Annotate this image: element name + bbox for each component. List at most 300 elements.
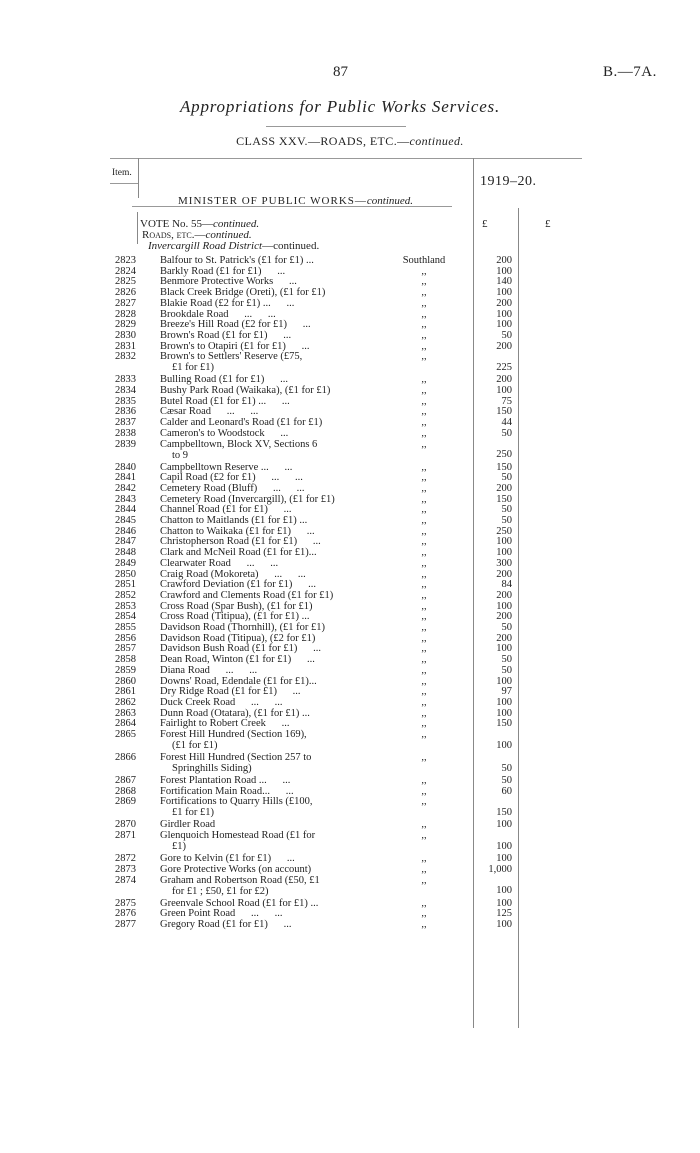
currency-label-2: £ [545, 218, 551, 230]
class-title: CLASS XXV.—ROADS, ETC.— [236, 134, 410, 148]
item-number: 2839 [115, 438, 136, 450]
place-cell: ,, [421, 718, 427, 730]
item-amount: 44 [501, 417, 512, 429]
table-row [0, 686, 700, 697]
place-cell: ,, [421, 329, 427, 341]
item-number: 2873 [115, 863, 136, 875]
item-amount: 150 [496, 718, 512, 730]
item-amount: 200 [496, 374, 512, 386]
item-description: Dunn Road (Otatara), (£1 for £1) ... [160, 707, 310, 719]
place-cell: ,, [421, 525, 427, 537]
item-amount: 100 [496, 319, 512, 331]
district-title: Invercargill Road District [148, 240, 263, 252]
item-amount: 150 [496, 461, 512, 473]
item-description: Crawford Deviation (£1 for £1) ... [160, 579, 317, 591]
place-cell: ,, [421, 752, 427, 763]
item-number: 2876 [115, 908, 136, 920]
item-amount: 100 [496, 385, 512, 396]
minister-heading [178, 195, 413, 207]
item-description: Cross Road (Spar Bush), (£1 for £1) [160, 600, 313, 612]
place-cell: ,, [421, 632, 427, 644]
item-description: Barkly Road (£1 for £1) ... [160, 265, 286, 277]
item-amount: 250 [496, 525, 512, 537]
item-number: 2829 [115, 319, 136, 331]
item-number: 2824 [115, 265, 136, 277]
place-cell: ,, [421, 707, 427, 719]
table-row [0, 504, 700, 515]
place-cell: ,, [421, 504, 427, 516]
table-row [0, 547, 700, 558]
item-amount: 150 [496, 493, 512, 505]
item-number: 2875 [115, 897, 136, 909]
table-row [0, 601, 700, 612]
table-row [0, 255, 700, 266]
item-description: Green Point Road ... ... [160, 908, 283, 920]
item-description: Fairlight to Robert Creek ... [160, 718, 290, 730]
item-number: 2863 [115, 707, 136, 719]
item-number: 2854 [115, 611, 136, 623]
item-description: Brown's to Settlers' Reserve (£75, [160, 351, 303, 363]
table-row [0, 483, 700, 494]
item-number: 2832 [115, 351, 136, 363]
item-description-continuation: for £1 ; £50, £1 for £2) [172, 885, 269, 897]
place-cell: ,, [421, 265, 427, 277]
item-number: 2838 [115, 427, 136, 439]
item-number: 2826 [115, 287, 136, 299]
item-description: Cæsar Road ... ... [160, 406, 259, 418]
table-row [0, 898, 700, 909]
item-number: 2871 [115, 830, 136, 842]
place-cell: ,, [421, 308, 427, 320]
table-row [0, 676, 700, 687]
item-amount: 100 [496, 547, 512, 559]
item-description: Bulling Road (£1 for £1) ... [160, 374, 289, 386]
class-heading [0, 134, 700, 149]
item-amount: 250 [496, 449, 512, 460]
item-description: Channel Road (£1 for £1) ... [160, 504, 292, 516]
table-row [0, 752, 700, 774]
item-description: Capil Road (£2 for £1) ... ... [160, 472, 303, 484]
place-cell: Southland [402, 255, 446, 266]
item-header-rule [110, 183, 138, 184]
place-cell: ,, [421, 461, 427, 473]
item-description: Forest Hill Hundred (Section 257 to [160, 752, 312, 763]
item-number: 2849 [115, 557, 136, 569]
place-cell: ,, [421, 536, 427, 548]
item-amount: 100 [496, 897, 512, 909]
item-amount: 140 [496, 276, 512, 288]
item-description: Fortification Main Road... ... [160, 785, 294, 797]
item-number: 2844 [115, 504, 136, 516]
item-amount: 100 [496, 536, 512, 548]
place-cell: ,, [421, 493, 427, 505]
table-row [0, 729, 700, 751]
place-cell: ,, [421, 351, 427, 363]
item-amount: 300 [496, 557, 512, 569]
item-amount: 50 [501, 472, 512, 484]
table-row [0, 590, 700, 601]
table-row [0, 396, 700, 407]
item-number: 2861 [115, 686, 136, 698]
table-row [0, 351, 700, 374]
item-description: Black Creek Bridge (Oreti), (£1 for £1) [160, 287, 326, 299]
place-cell: ,, [421, 686, 427, 698]
table-row [0, 697, 700, 708]
table-row [0, 654, 700, 665]
minister-suffix: continued. [366, 195, 414, 207]
item-amount: 200 [496, 297, 512, 309]
item-number: 2850 [115, 568, 136, 580]
place-cell: ,, [421, 417, 427, 429]
item-number: 2831 [115, 340, 136, 352]
table-row [0, 385, 700, 396]
table-row [0, 276, 700, 287]
item-amount: 200 [496, 340, 512, 352]
item-description: Cross Road (Titipua), (£1 for £1) ... [160, 611, 310, 623]
class-suffix: continued. [409, 134, 464, 148]
item-amount: 200 [496, 632, 512, 644]
item-number: 2827 [115, 297, 136, 309]
item-number: 2836 [115, 406, 136, 418]
table-row [0, 775, 700, 786]
item-amount: 200 [496, 255, 512, 266]
place-cell: ,, [421, 908, 427, 920]
item-description: Brookdale Road ... ... [160, 308, 276, 320]
page-number: 87 [333, 64, 348, 80]
place-cell: ,, [421, 622, 427, 633]
table-row [0, 853, 700, 864]
item-number: 2872 [115, 853, 136, 865]
item-number: 2842 [115, 482, 136, 494]
place-cell: ,, [421, 374, 427, 386]
item-amount: 50 [501, 775, 512, 786]
table-row [0, 341, 700, 352]
place-cell: ,, [421, 385, 427, 396]
table-row [0, 665, 700, 676]
item-column-divider [138, 158, 139, 198]
table-row [0, 622, 700, 633]
place-cell: ,, [421, 427, 427, 439]
year-column-header: 1919–20. [480, 174, 537, 189]
place-cell: ,, [421, 589, 427, 601]
table-row [0, 708, 700, 719]
table-row [0, 830, 700, 853]
place-cell: ,, [421, 611, 427, 623]
place-cell: ,, [421, 568, 427, 580]
item-amount: 50 [501, 504, 512, 516]
item-description: Benmore Protective Works ... [160, 276, 297, 288]
item-description: Forest Plantation Road ... ... [160, 775, 291, 786]
item-description-continuation: (£1 for £1) [172, 740, 218, 751]
item-description: Chatton to Waikaka (£1 for £1) ... [160, 525, 315, 537]
place-cell: ,, [421, 863, 427, 875]
item-amount: 100 [496, 885, 512, 896]
district-heading [148, 240, 319, 252]
table-row [0, 298, 700, 309]
item-description: Cemetery Road (Invercargill), (£1 for £1) [160, 493, 335, 505]
place-cell: ,, [421, 276, 427, 288]
table-row [0, 319, 700, 330]
item-amount: 100 [496, 675, 512, 687]
item-number: 2877 [115, 918, 136, 930]
item-description: Greenvale School Road (£1 for £1) ... [160, 897, 319, 909]
item-amount: 50 [501, 762, 512, 774]
item-number: 2857 [115, 643, 136, 655]
table-row [0, 417, 700, 428]
item-number: 2837 [115, 417, 136, 429]
item-description: Dry Ridge Road (£1 for £1) ... [160, 686, 301, 698]
place-cell: ,, [421, 579, 427, 591]
item-number: 2847 [115, 536, 136, 548]
place-cell: ,, [421, 319, 427, 331]
item-description: Dean Road, Winton (£1 for £1) ... [160, 654, 315, 666]
item-number: 2823 [115, 255, 136, 266]
item-number: 2853 [115, 600, 136, 612]
item-description: Girdler Road [160, 819, 216, 831]
item-description: Chatton to Maitlands (£1 for £1) ... [160, 515, 308, 526]
vote-bracket-rule [137, 212, 138, 244]
item-amount: 100 [496, 840, 512, 852]
place-cell: ,, [421, 287, 427, 299]
place-cell: ,, [421, 664, 427, 676]
item-description: Clearwater Road ... ... [160, 557, 279, 569]
item-amount: 100 [496, 853, 512, 865]
table-row [0, 462, 700, 473]
item-number: 2852 [115, 589, 136, 601]
table-row [0, 406, 700, 417]
item-amount: 200 [496, 611, 512, 623]
item-number: 2841 [115, 472, 136, 484]
item-amount: 125 [496, 908, 512, 920]
item-number: 2851 [115, 579, 136, 591]
item-description: Fortifications to Quarry Hills (£100, [160, 796, 313, 808]
item-description: Calder and Leonard's Road (£1 for £1) [160, 417, 323, 429]
item-description: Clark and McNeil Road (£1 for £1)... [160, 547, 317, 559]
item-amount: 100 [496, 819, 512, 831]
item-amount: 200 [496, 589, 512, 601]
table-top-rule [110, 158, 582, 159]
item-description: Blakie Road (£2 for £1) ... ... [160, 297, 295, 309]
table-row [0, 266, 700, 277]
place-cell: ,, [421, 547, 427, 559]
item-description: Breeze's Hill Road (£2 for £1) ... [160, 319, 311, 331]
table-row [0, 633, 700, 644]
item-number: 2828 [115, 308, 136, 320]
item-number: 2846 [115, 525, 136, 537]
item-amount: 225 [496, 361, 512, 373]
item-number: 2833 [115, 374, 136, 386]
item-amount: 50 [501, 427, 512, 439]
table-row [0, 919, 700, 930]
item-amount: 100 [496, 739, 512, 751]
place-cell: ,, [421, 918, 427, 930]
minister-title: MINISTER OF PUBLIC WORKS— [178, 195, 367, 207]
item-description: Glenquoich Homestead Road (£1 for [160, 830, 316, 842]
item-amount: 97 [501, 686, 512, 698]
item-number: 2834 [115, 385, 136, 396]
place-cell: ,, [421, 406, 427, 418]
roads-suffix: continued. [205, 229, 252, 241]
table-row [0, 864, 700, 875]
place-cell: ,, [421, 515, 427, 526]
item-description: Diana Road ... ... [160, 664, 258, 676]
item-column-header: Item. [112, 168, 132, 178]
table-row [0, 428, 700, 439]
page-title: Appropriations for Public Works Services. [179, 97, 501, 116]
item-amount: 200 [496, 568, 512, 580]
vote-title: VOTE No. 55— [140, 218, 214, 230]
table-row [0, 287, 700, 298]
item-amount: 100 [496, 643, 512, 655]
item-amount: 50 [501, 329, 512, 341]
table-row [0, 579, 700, 590]
item-number: 2874 [115, 874, 136, 886]
item-amount: 100 [496, 265, 512, 277]
item-description: Gregory Road (£1 for £1) ... [160, 918, 292, 930]
item-description: Cameron's to Woodstock ... [160, 427, 289, 439]
table-row [0, 438, 700, 461]
item-amount: 84 [501, 579, 512, 591]
place-cell: ,, [421, 472, 427, 484]
place-cell: ,, [421, 643, 427, 655]
item-number: 2848 [115, 547, 136, 559]
item-amount: 1,000 [488, 863, 512, 875]
table-row [0, 874, 700, 897]
item-number: 2865 [115, 729, 136, 740]
item-amount: 150 [496, 806, 512, 818]
table-row [0, 908, 700, 919]
place-cell: ,, [421, 796, 427, 808]
item-amount: 100 [496, 707, 512, 719]
vote-suffix: continued. [213, 218, 260, 230]
item-number: 2870 [115, 819, 136, 831]
item-number: 2830 [115, 329, 136, 341]
place-cell: ,, [421, 874, 427, 886]
item-amount: 50 [501, 515, 512, 526]
item-description: Davidson Road (Titipua), (£2 for £1) [160, 632, 316, 644]
table-row [0, 718, 700, 729]
item-description: Balfour to St. Patrick's (£1 for £1) ... [160, 255, 314, 266]
item-number: 2862 [115, 696, 136, 708]
item-amount: 100 [496, 696, 512, 708]
item-number: 2866 [115, 752, 136, 763]
table-row [0, 515, 700, 526]
item-amount: 200 [496, 482, 512, 494]
place-cell: ,, [421, 297, 427, 309]
table-row [0, 569, 700, 580]
item-number: 2860 [115, 675, 136, 687]
place-cell: ,, [421, 785, 427, 797]
item-number: 2843 [115, 493, 136, 505]
item-description: Brown's to Otapiri (£1 for £1) ... [160, 340, 310, 352]
place-cell: ,, [421, 600, 427, 612]
item-number: 2859 [115, 664, 136, 676]
place-cell: ,, [421, 897, 427, 909]
table-row [0, 309, 700, 320]
place-cell: ,, [421, 438, 427, 450]
item-description: Crawford and Clements Road (£1 for £1) [160, 589, 334, 601]
item-description-continuation: Springhills Siding) [172, 763, 252, 774]
item-amount: 50 [501, 654, 512, 666]
item-amount: 100 [496, 287, 512, 299]
item-description: Davidson Road (Thornhill), (£1 for £1) [160, 622, 326, 633]
place-cell: ,, [421, 675, 427, 687]
document-reference: B.—7A. [603, 64, 657, 80]
item-description-continuation: £1 for £1) [172, 807, 214, 819]
item-number: 2835 [115, 395, 136, 407]
item-amount: 100 [496, 600, 512, 612]
item-description: Duck Creek Road ... ... [160, 696, 283, 708]
place-cell: ,, [421, 729, 427, 740]
item-description: Forest Hill Hundred (Section 169), [160, 729, 307, 740]
item-description: Gore to Kelvin (£1 for £1) ... [160, 853, 295, 865]
district-suffix: —continued. [262, 240, 320, 252]
item-number: 2858 [115, 654, 136, 666]
place-cell: ,, [421, 775, 427, 786]
place-cell: ,, [421, 395, 427, 407]
title-rule [266, 126, 406, 127]
place-cell: ,, [421, 819, 427, 831]
item-amount: 60 [501, 785, 512, 797]
table-row [0, 472, 700, 483]
item-number: 2825 [115, 276, 136, 288]
table-row [0, 330, 700, 341]
item-description-continuation: £1 for £1) [172, 362, 214, 374]
place-cell: ,, [421, 654, 427, 666]
table-row [0, 796, 700, 819]
item-amount: 50 [501, 622, 512, 633]
item-number: 2845 [115, 515, 136, 526]
item-amount: 100 [496, 308, 512, 320]
item-number: 2867 [115, 775, 136, 786]
place-cell: ,, [421, 853, 427, 865]
table-row [0, 819, 700, 830]
item-description: Davidson Bush Road (£1 for £1) ... [160, 643, 321, 655]
item-number: 2869 [115, 796, 136, 808]
item-amount: 50 [501, 664, 512, 676]
place-cell: ,, [421, 830, 427, 842]
item-description: Campbelltown, Block XV, Sections 6 [160, 438, 318, 450]
item-number: 2868 [115, 785, 136, 797]
table-row [0, 611, 700, 622]
currency-label-1: £ [482, 218, 488, 230]
item-description: Graham and Robertson Road (£50, £1 [160, 874, 320, 886]
table-row [0, 526, 700, 537]
place-cell: ,, [421, 696, 427, 708]
item-amount: 150 [496, 406, 512, 418]
item-number: 2864 [115, 718, 136, 730]
place-cell: ,, [421, 340, 427, 352]
item-description: Gore Protective Works (on account) [160, 863, 312, 875]
roads-title: Roads, etc.— [142, 229, 206, 241]
table-row [0, 643, 700, 654]
item-description-continuation: £1) [172, 841, 186, 853]
item-description: Brown's Road (£1 for £1) ... [160, 329, 292, 341]
table-row [0, 374, 700, 385]
item-description-continuation: to 9 [172, 449, 189, 461]
table-row [0, 786, 700, 797]
table-row [0, 536, 700, 547]
place-cell: ,, [421, 557, 427, 569]
item-description: Christopherson Road (£1 for £1) ... [160, 536, 321, 548]
table-row [0, 558, 700, 569]
item-number: 2855 [115, 622, 136, 633]
item-description: Bushy Park Road (Waikaka), (£1 for £1) [160, 385, 331, 396]
item-description: Butel Road (£1 for £1) ... ... [160, 395, 290, 407]
item-amount: 100 [496, 918, 512, 930]
table-row [0, 494, 700, 505]
item-number: 2840 [115, 461, 136, 473]
